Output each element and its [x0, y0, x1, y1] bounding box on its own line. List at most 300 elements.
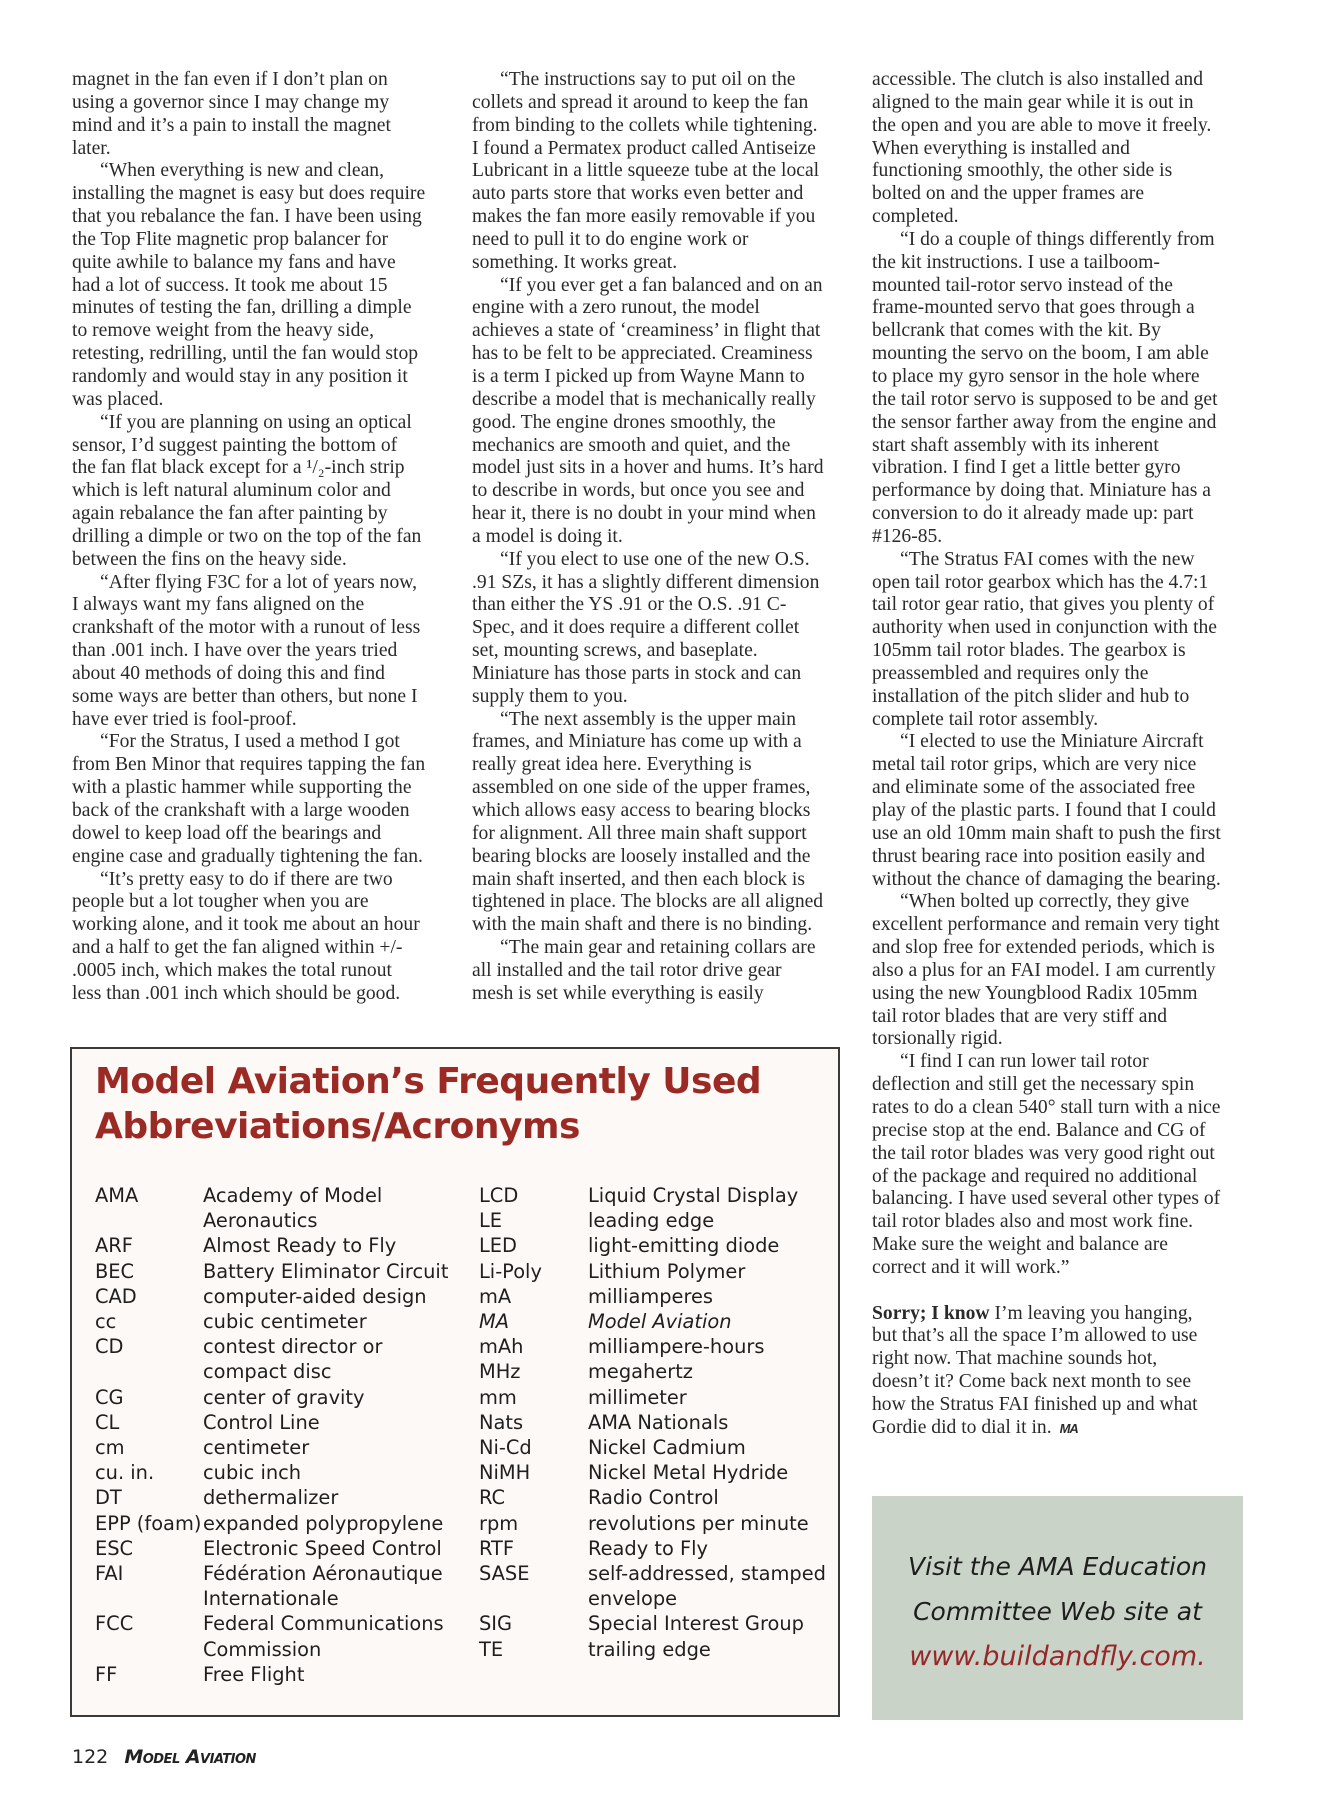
- text-line: tail rotor gear ratio, that gives you plenty of: [872, 594, 1215, 616]
- text-line: the open and you are able to move it freely.: [872, 114, 1212, 136]
- abbreviation-term: Li-Poly: [479, 1259, 542, 1283]
- text-line: bolted on and the upper frames are: [872, 183, 1145, 205]
- definition-line: Commission: [203, 1637, 322, 1661]
- text-line: frames, and Miniature has come up with a: [472, 731, 802, 753]
- definition-line: contest director or: [203, 1335, 383, 1359]
- text-line: installing the magnet is easy but does require: [72, 183, 426, 205]
- definition-line: Nickel Metal Hydride: [588, 1461, 789, 1485]
- text-line: assembled on one side of the upper frames,: [472, 777, 811, 799]
- abbreviations-list-left: [95, 1183, 448, 1687]
- page-number: 122: [72, 1746, 109, 1768]
- abbreviation-row: [95, 1460, 448, 1485]
- abbreviation-term: FF: [95, 1662, 118, 1686]
- magazine-name: Model Aviation: [124, 1746, 256, 1768]
- text-line: model just sits in a hover and hums. It’s hard: [472, 457, 824, 479]
- text-line: “For the Stratus, I used a method I got: [100, 731, 400, 753]
- definition-line: Free Flight: [203, 1662, 305, 1686]
- article-column-1: [72, 69, 426, 1006]
- abbreviation-definition: [588, 1435, 746, 1460]
- abbreviation-definition: [588, 1511, 809, 1536]
- definition-line: Nickel Cadmium: [588, 1436, 746, 1460]
- abbreviation-row: [95, 1485, 448, 1510]
- abbreviation-row: [479, 1259, 826, 1284]
- text-line: mounted tail-rotor servo instead of the: [872, 274, 1173, 296]
- abbreviation-term: mAh: [479, 1335, 524, 1359]
- abbreviation-row: [95, 1385, 448, 1410]
- text-line: the Top Flite magnetic prop balancer for: [72, 228, 389, 250]
- text-line: completed.: [872, 206, 959, 228]
- text-line: hear it, there is no doubt in your mind when: [472, 503, 816, 525]
- definition-line: light-emitting diode: [588, 1234, 780, 1258]
- page-footer: [72, 1746, 256, 1768]
- text-line: less than .001 inch which should be good.: [72, 982, 401, 1004]
- definition-line: Ready to Fly: [588, 1536, 709, 1560]
- definition-line: compact disc: [203, 1360, 332, 1384]
- text-line: collets and spread it around to keep the fan: [472, 91, 809, 113]
- definition-line: Electronic Speed Control: [203, 1536, 442, 1560]
- text-line: with a plastic hammer while supporting the: [72, 777, 412, 799]
- definition-line: Aeronautics: [203, 1209, 318, 1233]
- text-line: vibration. I find I get a little better gyro: [872, 457, 1181, 479]
- text-line: the fan flat black except for a ¹/₂-inch strip: [72, 457, 405, 479]
- text-line: complete tail rotor assembly.: [872, 708, 1099, 730]
- text-line: excellent performance and remain very tight: [872, 914, 1220, 936]
- text-line: and a half to get the fan aligned within +/-: [72, 937, 403, 959]
- definition-line: AMA Nationals: [588, 1410, 729, 1434]
- abbreviation-term: ESC: [95, 1536, 134, 1560]
- article-column-2: [472, 69, 847, 1006]
- abbreviation-definition: [203, 1183, 382, 1233]
- text-line: and eliminate some of the associated free: [872, 777, 1196, 799]
- text-line: working alone, and it took me about an hour: [72, 914, 420, 936]
- text-line: auto parts store that works even better and: [472, 183, 804, 205]
- abbreviation-row: [95, 1259, 448, 1284]
- abbreviation-row: [479, 1385, 826, 1410]
- text-line: has to be felt to be appreciated. Creaminess: [472, 343, 813, 365]
- definition-line: Special Interest Group: [588, 1612, 804, 1636]
- text-line: to describe in words, but once you see and: [472, 480, 805, 502]
- abbreviation-term: AMA: [95, 1184, 139, 1207]
- text-line: #126-85.: [872, 525, 943, 547]
- text-line: had a lot of success. It took me about 15: [72, 274, 388, 296]
- text-line: conversion to do it already made up: part: [872, 503, 1194, 525]
- text-line: minutes of testing the fan, drilling a dimple: [72, 297, 412, 319]
- definition-line: Federal Communications: [203, 1612, 444, 1636]
- text-line: “I elected to use the Miniature Aircraft: [900, 731, 1204, 753]
- text-line: “If you elect to use one of the new O.S.: [500, 548, 810, 570]
- abbreviation-row: [95, 1561, 448, 1611]
- text-line: “The Stratus FAI comes with the new: [900, 548, 1195, 570]
- abbreviation-term: CAD: [95, 1284, 137, 1308]
- abbreviation-term: MHz: [479, 1360, 521, 1384]
- text-line: the sensor farther away from the engine and: [872, 411, 1217, 433]
- text-line: to remove weight from the heavy side,: [72, 320, 374, 342]
- text-line: Make sure the weight and balance are: [872, 1234, 1168, 1256]
- text-line: later.: [72, 137, 111, 159]
- abbreviation-row: [95, 1662, 448, 1687]
- definition-line: Model Aviation: [588, 1310, 732, 1334]
- text-line: authority when used in conjunction with the: [872, 617, 1218, 639]
- abbreviation-term: mA: [479, 1284, 512, 1308]
- text-line: frame-mounted servo that goes through a: [872, 297, 1195, 319]
- text-line: from Ben Minor that requires tapping the fan: [72, 754, 426, 776]
- text-line: tail rotor blades that are very stiff and: [872, 1005, 1168, 1027]
- abbreviation-term: BEC: [95, 1259, 135, 1283]
- text-line: When everything is installed and: [872, 137, 1130, 159]
- abbreviation-row: [479, 1460, 826, 1485]
- text-line: crankshaft of the motor with a runout of less: [72, 617, 421, 639]
- abbreviation-term: mm: [479, 1385, 517, 1409]
- abbreviation-definition: [588, 1183, 798, 1208]
- text-line: .91 SZs, it has a slightly different dimension: [472, 571, 820, 593]
- text-line: balancing. I have used several other types of: [872, 1188, 1221, 1210]
- text-line: “When everything is new and clean,: [100, 160, 384, 182]
- promo-url-link[interactable]: www.buildandfly.com.: [909, 1641, 1206, 1672]
- abbreviation-term: cm: [95, 1436, 125, 1460]
- text-line: “When bolted up correctly, they give: [900, 891, 1190, 913]
- abbreviation-row: [479, 1561, 826, 1611]
- text-line: right now. That machine sounds hot,: [872, 1348, 1158, 1370]
- abbreviation-term: FCC: [95, 1612, 134, 1636]
- text-line: really great idea here. Everything is: [472, 754, 752, 776]
- closing-text: Gordie did to dial it in.: [872, 1416, 1052, 1438]
- text-line: the tail rotor blades was very good right out: [872, 1142, 1215, 1164]
- abbreviation-row: [479, 1435, 826, 1460]
- abbreviation-row: [479, 1208, 826, 1233]
- text-line: drilling a dimple or two on the top of the fan: [72, 525, 422, 547]
- abbreviation-term: EPP (foam): [95, 1511, 202, 1535]
- text-line: functioning smoothly, the other side is: [872, 160, 1173, 182]
- abbreviation-term: cc: [95, 1310, 117, 1334]
- abbreviation-definition: [588, 1259, 745, 1284]
- text-line: without the chance of damaging the bearing.: [872, 868, 1221, 890]
- abbreviation-term: ARF: [95, 1234, 133, 1258]
- text-line: retesting, redrilling, until the fan would stop: [72, 343, 419, 365]
- abbreviation-term: SASE: [479, 1562, 530, 1586]
- text-line: mechanics are smooth and quiet, and the: [472, 434, 791, 456]
- abbreviation-term: RC: [479, 1486, 506, 1510]
- text-line: some ways are better than others, but none I: [72, 685, 418, 707]
- abbreviation-row: [479, 1334, 826, 1359]
- text-line: supply them to you.: [472, 685, 628, 707]
- text-line: from binding to the collets while tightening.: [472, 114, 818, 136]
- abbreviation-row: [95, 1511, 448, 1536]
- text-line: describe a model that is mechanically really: [472, 388, 816, 410]
- text-line: aligned to the main gear while it is out in: [872, 91, 1194, 113]
- text-line: people but a lot tougher when you are: [72, 891, 369, 913]
- text-line: engine with a zero runout, the model: [472, 297, 760, 319]
- text-line: again rebalance the fan after painting by: [72, 503, 388, 525]
- text-line: 105mm tail rotor blades. The gearbox is: [872, 640, 1186, 662]
- text-line: “If you ever get a fan balanced and on an: [500, 274, 823, 296]
- text-line: for alignment. All three main shaft support: [472, 822, 807, 844]
- definition-line: center of gravity: [203, 1385, 365, 1409]
- abbreviation-definition: [203, 1309, 367, 1334]
- text-line: mesh is set while everything is easily: [472, 982, 764, 1004]
- abbreviation-definition: [588, 1561, 826, 1611]
- abbreviation-row: [95, 1435, 448, 1460]
- definition-line: Liquid Crystal Display: [588, 1184, 799, 1207]
- text-line: that you rebalance the fan. I have been using: [72, 206, 422, 228]
- text-line: “I find I can run lower tail rotor: [900, 1051, 1149, 1073]
- text-line: is a term I picked up from Wayne Mann to: [472, 365, 805, 387]
- text-line: have ever tried is fool-proof.: [72, 708, 297, 730]
- text-line: start shaft assembly with its inherent: [872, 434, 1159, 456]
- abbreviation-row: [479, 1284, 826, 1309]
- text-line: Miniature has those parts in stock and can: [472, 662, 802, 684]
- abbreviation-definition: [203, 1485, 338, 1510]
- text-line: need to pull it to do engine work or: [472, 228, 749, 250]
- abbreviation-definition: [203, 1435, 309, 1460]
- definition-line: computer-aided design: [203, 1284, 427, 1308]
- text-line: how the Stratus FAI finished up and what: [872, 1393, 1198, 1415]
- abbreviation-row: [479, 1183, 826, 1208]
- article-column-3: [872, 69, 1247, 1440]
- text-line: “The next assembly is the upper main: [500, 708, 797, 730]
- abbreviation-row: [95, 1536, 448, 1561]
- text-line: about 40 methods of doing this and find: [72, 662, 385, 684]
- text-line: torsionally rigid.: [872, 1028, 1003, 1050]
- abbreviation-definition: [588, 1637, 711, 1662]
- abbreviation-row: [95, 1309, 448, 1334]
- end-mark-logo: MA: [1059, 1420, 1078, 1436]
- abbreviations-title-line-2: Abbreviations/Acronyms: [95, 1106, 580, 1147]
- promo-line-1: Visit the AMA Education: [908, 1552, 1207, 1581]
- definition-line: expanded polypropylene: [203, 1511, 444, 1535]
- text-line: mounting the servo on the boom, I am able: [872, 343, 1209, 365]
- text-line: was placed.: [72, 388, 164, 410]
- abbreviation-definition: [203, 1410, 320, 1435]
- abbreviation-term: LED: [479, 1234, 517, 1258]
- text-line: main shaft inserted, and then each block is: [472, 868, 805, 890]
- definition-line: trailing edge: [588, 1637, 711, 1661]
- abbreviation-definition: [588, 1334, 764, 1359]
- abbreviation-term: Nats: [479, 1410, 524, 1434]
- text-line: to place my gyro sensor in the hole where: [872, 365, 1200, 387]
- definition-line: cubic centimeter: [203, 1310, 367, 1334]
- text-line: I always want my fans aligned on the: [72, 594, 365, 616]
- definition-line: millimeter: [588, 1385, 687, 1409]
- abbreviation-definition: [588, 1233, 779, 1258]
- abbreviation-term: FAI: [95, 1562, 124, 1586]
- abbreviation-definition: [203, 1233, 396, 1258]
- abbreviation-term: cu. in.: [95, 1461, 155, 1485]
- text-line: between the fins on the heavy side.: [72, 548, 347, 570]
- definition-line: Lithium Polymer: [588, 1259, 746, 1283]
- text-line: than .001 inch. I have over the years tried: [72, 640, 398, 662]
- definition-line: Fédération Aéronautique: [203, 1562, 443, 1586]
- abbreviation-definition: [588, 1611, 804, 1636]
- text-line: tightened in place. The blocks are all aligned: [472, 891, 824, 913]
- education-committee-promo: [872, 1496, 1243, 1720]
- abbreviation-row: [479, 1233, 826, 1258]
- text-line: rates to do a clean 540° stall turn with a nice: [872, 1096, 1221, 1118]
- text-line: bearing blocks are loosely installed and the: [472, 845, 811, 867]
- text-line: installation of the pitch slider and hub to: [872, 685, 1190, 707]
- definition-line: milliamperes: [588, 1284, 714, 1308]
- abbreviation-definition: [203, 1511, 443, 1536]
- text-line: mind and it’s a pain to install the magnet: [72, 114, 391, 136]
- abbreviation-row: [479, 1536, 826, 1561]
- abbreviation-row: [95, 1183, 448, 1233]
- abbreviation-row: [479, 1309, 826, 1334]
- abbreviation-definition: [203, 1662, 304, 1687]
- definition-line: megahertz: [588, 1360, 693, 1384]
- text-line: good. The engine drones smoothly, the: [472, 411, 776, 433]
- abbreviation-term: LCD: [479, 1184, 519, 1207]
- abbreviation-term: SIG: [479, 1612, 513, 1636]
- text-line: something. It works great.: [472, 251, 678, 273]
- abbreviations-list-right: [479, 1183, 826, 1662]
- abbreviations-sidebar: [70, 1047, 840, 1717]
- abbreviation-row: [479, 1359, 826, 1384]
- abbreviation-term: TE: [479, 1637, 504, 1661]
- text-line: I found a Permatex product called Antiseize: [472, 137, 816, 159]
- abbreviation-row: [479, 1637, 826, 1662]
- abbreviation-term: rpm: [479, 1511, 519, 1535]
- abbreviation-term: LE: [479, 1209, 503, 1233]
- text-line: randomly and would stay in any position it: [72, 365, 408, 387]
- abbreviation-term: CG: [95, 1385, 124, 1409]
- text-line: bellcrank that comes with the kit. By: [872, 320, 1161, 342]
- definition-line: self-addressed, stamped: [588, 1562, 826, 1586]
- closing-lead-in: Sorry; I know: [872, 1302, 990, 1324]
- text-line: engine case and gradually tightening the fan.: [72, 845, 423, 867]
- abbreviation-row: [95, 1284, 448, 1309]
- text-line: open tail rotor gearbox which has the 4.7:1: [872, 571, 1209, 593]
- abbreviation-row: [479, 1410, 826, 1435]
- text-line: “I do a couple of things differently from: [900, 228, 1215, 250]
- definition-line: Battery Eliminator Circuit: [203, 1259, 449, 1283]
- abbreviation-term: CD: [95, 1335, 124, 1359]
- abbreviation-definition: [203, 1259, 448, 1284]
- abbreviation-definition: [588, 1536, 708, 1561]
- definition-line: leading edge: [588, 1209, 715, 1233]
- text-line: Lubricant in a little squeeze tube at the local: [472, 160, 820, 182]
- abbreviation-definition: [588, 1460, 788, 1485]
- text-line: with the main shaft and there is no binding.: [472, 914, 813, 936]
- text-line: a model is doing it.: [472, 525, 623, 547]
- text-line: back of the crankshaft with a large wooden: [72, 800, 410, 821]
- abbreviation-definition: [203, 1334, 383, 1384]
- text-line: doesn’t it? Come back next month to see: [872, 1371, 1192, 1393]
- text-line: sensor, I’d suggest painting the bottom of: [72, 434, 398, 456]
- text-line: which is left natural aluminum color and: [72, 480, 391, 502]
- abbreviation-term: CL: [95, 1410, 120, 1434]
- text-line: using a governor since I may change my: [72, 91, 390, 113]
- text-line: but that’s all the space I’m allowed to use: [872, 1325, 1198, 1347]
- text-line: “The main gear and retaining collars are: [500, 937, 816, 959]
- abbreviation-definition: [203, 1460, 301, 1485]
- abbreviations-title-line-1: Model Aviation’s Frequently Used: [95, 1061, 762, 1102]
- text-line: [872, 1417, 1247, 1440]
- text-line: performance by doing that. Miniature has a: [872, 480, 1211, 502]
- definition-line: revolutions per minute: [588, 1511, 809, 1535]
- abbreviation-term: Ni-Cd: [479, 1436, 532, 1460]
- abbreviation-definition: [588, 1208, 714, 1233]
- text-line: use an old 10mm main shaft to push the first: [872, 822, 1221, 844]
- text-line: all installed and the tail rotor drive gear: [472, 959, 782, 981]
- text-line: “The instructions say to put oil on the: [500, 69, 796, 90]
- abbreviation-definition: [203, 1536, 442, 1561]
- definition-line: Radio Control: [588, 1486, 719, 1510]
- abbreviation-row: [95, 1334, 448, 1384]
- text-line: of the package and required no additional: [872, 1165, 1198, 1187]
- abbreviation-definition: [203, 1385, 365, 1410]
- abbreviation-row: [479, 1485, 826, 1510]
- definition-line: dethermalizer: [203, 1486, 339, 1510]
- definition-line: cubic inch: [203, 1461, 302, 1485]
- abbreviation-term: NiMH: [479, 1461, 531, 1485]
- text-line: also a plus for an FAI model. I am currently: [872, 959, 1216, 981]
- text-line: metal tail rotor grips, which are very nice: [872, 754, 1197, 776]
- definition-line: centimeter: [203, 1436, 310, 1460]
- text-line: the tail rotor servo is supposed to be and get: [872, 388, 1218, 410]
- text-line: “If you are planning on using an optical: [100, 411, 412, 433]
- definition-line: Internationale: [203, 1587, 339, 1611]
- text-line: dowel to keep load off the bearings and: [72, 822, 382, 844]
- text-line: quite awhile to balance my fans and have: [72, 251, 396, 273]
- text-line: makes the fan more easily removable if you: [472, 206, 816, 228]
- text-line: thrust bearing race into position easily and: [872, 845, 1206, 867]
- abbreviation-row: [95, 1233, 448, 1258]
- abbreviation-definition: [588, 1284, 713, 1309]
- text-line: Spec, and it does require a different collet: [472, 617, 800, 639]
- text-line: “After flying F3C for a lot of years now,: [100, 571, 418, 593]
- abbreviation-row: [479, 1611, 826, 1636]
- text-line: tail rotor blades also and most work fine.: [872, 1211, 1194, 1233]
- abbreviation-term: RTF: [479, 1536, 515, 1560]
- text-line: using the new Youngblood Radix 105mm: [872, 982, 1198, 1004]
- text-line: precise stop at the end. Balance and CG of: [872, 1119, 1206, 1141]
- text-line: achieves a state of ‘creaminess’ in flight that: [472, 320, 821, 342]
- text-line: correct and it will work.”: [872, 1256, 1070, 1278]
- closing-text: I’m leaving you hanging,: [989, 1302, 1193, 1324]
- text-line: which allows easy access to bearing blocks: [472, 800, 811, 821]
- definition-line: Almost Ready to Fly: [203, 1234, 397, 1258]
- definition-line: milliampere-hours: [588, 1335, 765, 1359]
- text-line: deflection and still get the necessary spin: [872, 1074, 1195, 1096]
- abbreviation-term: MA: [479, 1310, 509, 1334]
- text-line: accessible. The clutch is also installed and: [872, 69, 1203, 90]
- text-line: magnet in the fan even if I don’t plan on: [72, 69, 388, 90]
- abbreviation-row: [479, 1511, 826, 1536]
- column-3-body: [872, 69, 1247, 1303]
- text-line: than either the YS .91 or the O.S. .91 C-: [472, 594, 787, 616]
- abbreviation-definition: [588, 1359, 693, 1384]
- abbreviation-row: [95, 1611, 448, 1661]
- definition-line: Academy of Model: [203, 1184, 383, 1207]
- text-line: .0005 inch, which makes the total runout: [72, 959, 392, 981]
- closing-paragraph: [872, 1303, 1247, 1440]
- abbreviation-definition: [588, 1385, 687, 1410]
- abbreviation-definition: [203, 1611, 444, 1661]
- text-line: and slop free for extended periods, which is: [872, 937, 1215, 959]
- text-line: play of the plastic parts. I found that I could: [872, 800, 1216, 821]
- abbreviations-title: [95, 1059, 761, 1149]
- abbreviation-row: [95, 1410, 448, 1435]
- abbreviation-definition: [203, 1284, 427, 1309]
- abbreviation-definition: [588, 1309, 732, 1334]
- definition-line: envelope: [588, 1587, 678, 1611]
- definition-line: Control Line: [203, 1410, 320, 1434]
- text-line: preassembled and requires only the: [872, 662, 1149, 684]
- abbreviation-definition: [588, 1485, 719, 1510]
- text-line: [872, 1280, 1247, 1303]
- text-line: the kit instructions. I use a tailboom-: [872, 251, 1160, 273]
- promo-line-2: Committee Web site at: [913, 1597, 1202, 1626]
- text-line: [872, 1303, 1247, 1326]
